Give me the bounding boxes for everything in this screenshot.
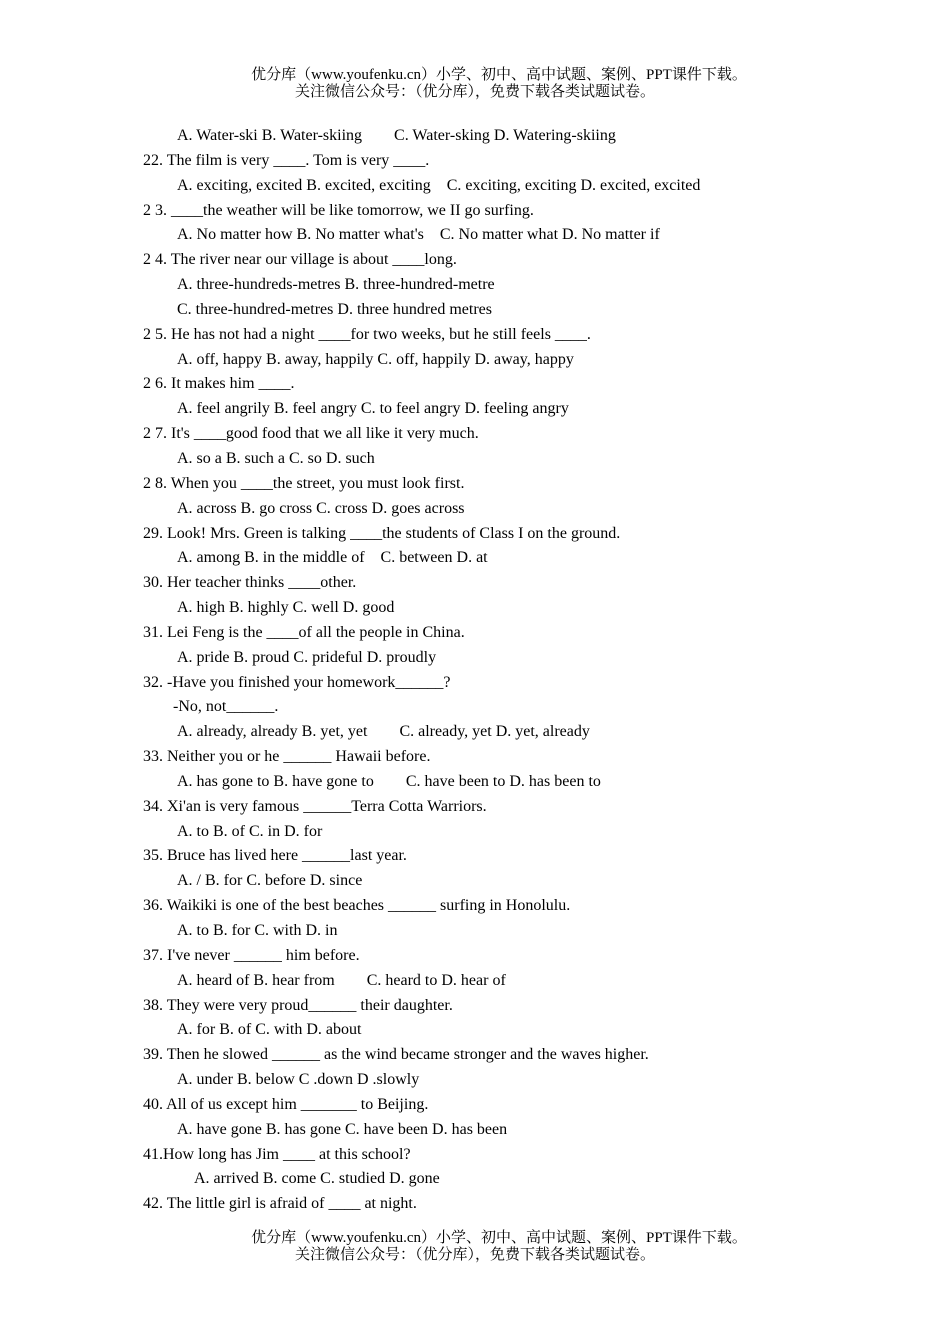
question-line: 29. Look! Mrs. Green is talking ____the students of Class I on the ground. xyxy=(143,524,621,542)
options-line: A. already, already B. yet, yet C. already, yet D. yet, already xyxy=(177,723,590,741)
question-line: 39. Then he slowed ______ as the wind became stronger and the waves higher. xyxy=(143,1046,649,1064)
options-line: A. Water-ski B. Water-skiing C. Water-sking D. Watering-skiing xyxy=(177,127,616,144)
question-line: 2 8. When you ____the street, you must look first. xyxy=(143,474,465,492)
footer-line-2: 关注微信公众号：（优分库），免费下载各类试题试卷。 xyxy=(294,1247,655,1263)
options-line: A. have gone B. has gone C. have been D. has been xyxy=(177,1120,508,1138)
question-line: 2 6. It makes him ____. xyxy=(143,375,295,393)
page-footer xyxy=(0,1230,950,1264)
options-line: A. among B. in the middle of C. between D. at xyxy=(177,549,488,567)
options-line: A. exciting, excited B. excited, exciting C. exciting, exciting D. excited, excited xyxy=(177,176,701,194)
options-line: A. off, happy B. away, happily C. off, happily D. away, happy xyxy=(177,350,574,368)
options-line: A. across B. go cross C. cross D. goes across xyxy=(177,499,465,517)
question-list xyxy=(0,124,950,1217)
answer-line: -No, not______. xyxy=(173,698,279,716)
options-line: A. so a B. such a C. so D. such xyxy=(177,449,375,467)
question-line: 37. I've never ______ him before. xyxy=(143,946,360,964)
options-line: A. for B. of C. with D. about xyxy=(177,1021,362,1039)
question-line: 36. Waikiki is one of the best beaches ______ surfing in Honolulu. xyxy=(143,897,571,915)
options-line: A. feel angrily B. feel angry C. to feel angry D. feeling angry xyxy=(177,400,569,418)
header-line-1: 优分库（www.youfenku.cn）小学、初中、高中试题、案例、PPT课件下载。 xyxy=(251,67,747,83)
question-line: 32. -Have you finished your homework______? xyxy=(143,673,451,691)
options-line: A. arrived B. come C. studied D. gone xyxy=(194,1170,440,1188)
page-header xyxy=(0,67,950,101)
options-line: A. under B. below C .down D .slowly xyxy=(177,1071,420,1089)
question-line: 2 4. The river near our village is about ____long. xyxy=(143,251,457,269)
question-line: 2 5. He has not had a night ____for two weeks, but he still feels ____. xyxy=(143,325,591,343)
options-line: A. to B. for C. with D. in xyxy=(177,922,338,939)
question-line: 33. Neither you or he ______ Hawaii before. xyxy=(143,748,431,766)
question-line: 2 3. ____the weather will be like tomorrow, we II go surfing. xyxy=(143,201,534,219)
question-line: 40. All of us except him _______ to Beijing. xyxy=(143,1095,429,1113)
options-line: A. No matter how B. No matter what's C. No matter what D. No matter if xyxy=(177,226,660,244)
question-line: 38. They were very proud______ their daughter. xyxy=(143,996,453,1014)
question-line: 41.How long has Jim ____ at this school? xyxy=(143,1145,411,1163)
options-line: C. three-hundred-metres D. three hundred metres xyxy=(177,300,492,318)
options-line: A. high B. highly C. well D. good xyxy=(177,599,395,617)
question-line: 35. Bruce has lived here ______last year. xyxy=(143,847,407,865)
header-line-2: 关注微信公众号：（优分库），免费下载各类试题试卷。 xyxy=(294,84,655,100)
options-line: A. to B. of C. in D. for xyxy=(177,822,323,840)
options-line: A. / B. for C. before D. since xyxy=(177,872,363,890)
footer-line-1: 优分库（www.youfenku.cn）小学、初中、高中试题、案例、PPT课件下载。 xyxy=(251,1230,747,1246)
question-line: 30. Her teacher thinks ____other. xyxy=(143,574,357,592)
options-line: A. pride B. proud C. prideful D. proudly xyxy=(177,648,437,666)
options-line: A. heard of B. hear from C. heard to D. hear of xyxy=(177,971,506,989)
question-line: 42. The little girl is afraid of ____ at night. xyxy=(143,1195,417,1213)
options-line: A. has gone to B. have gone to C. have been to D. has been to xyxy=(177,772,601,790)
question-line: 22. The film is very ____. Tom is very ____. xyxy=(143,151,430,169)
question-line: 2 7. It's ____good food that we all like it very much. xyxy=(143,425,479,443)
question-line: 34. Xi'an is very famous ______Terra Cotta Warriors. xyxy=(143,797,487,815)
options-line: A. three-hundreds-metres B. three-hundred-metre xyxy=(177,276,495,294)
question-line: 31. Lei Feng is the ____of all the people in China. xyxy=(143,623,465,641)
